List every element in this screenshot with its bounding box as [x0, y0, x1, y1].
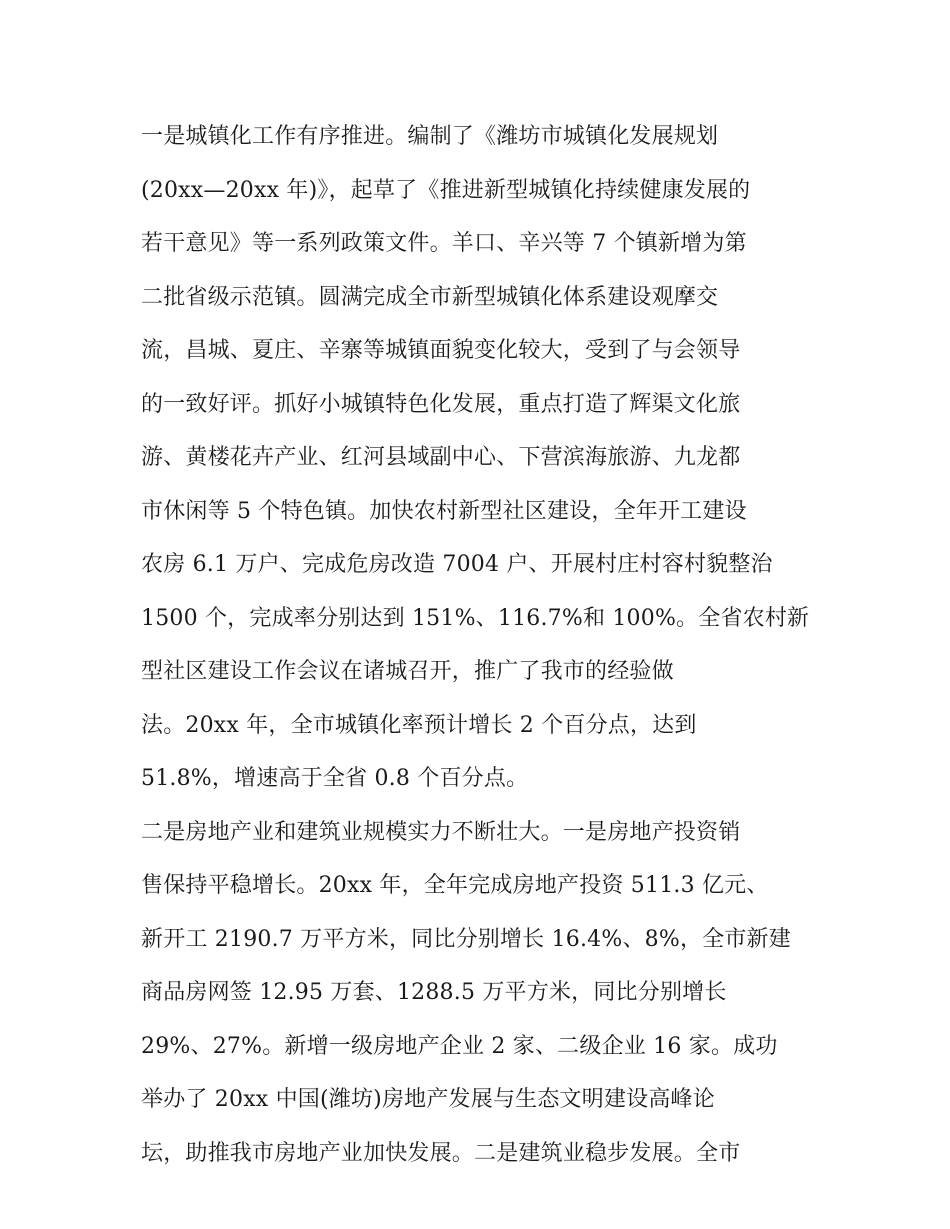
text-line: 流，昌城、夏庄、辛寨等城镇面貌变化较大，受到了与会领导: [141, 338, 741, 363]
text-line: 法。20xx 年，全市城镇化率预计增长 2 个百分点，达到: [141, 712, 697, 738]
text-line: 坛，助推我市房地产业加快发展。二是建筑业稳步发展。全市: [141, 1140, 741, 1166]
text-line: 二是房地产业和建筑业规模实力不断壮大。一是房地产投资销: [141, 819, 741, 845]
text-line: 商品房网签 12.95 万套、1288.5 万平方米，同比分别增长: [141, 980, 727, 1005]
text-line: 若干意见》等一系列政策文件。羊口、辛兴等 7 个镇新增为第: [141, 231, 747, 256]
text-line: 51.8%，增速高于全省 0.8 个百分点。: [141, 766, 529, 791]
text-line: 二批省级示范镇。圆满完成全市新型城镇化体系建设观摩交: [141, 284, 719, 310]
text-line: 游、黄楼花卉产业、红河县域副中心、下营滨海旅游、九龙都: [141, 445, 741, 470]
text-line: 的一致好评。抓好小城镇特色化发展，重点打造了辉渠文化旅: [141, 391, 741, 417]
text-line: (20xx—20xx 年)》，起草了《推进新型城镇化持续健康发展的: [141, 177, 751, 203]
text-line: 1500 个，完成率分别达到 151%、116.7%和 100%。全省农村新: [141, 605, 810, 631]
text-line: 型社区建设工作会议在诸城召开，推广了我市的经验做: [141, 659, 674, 684]
text-line: 新开工 2190.7 万平方米，同比分别增长 16.4%、8%，全市新建: [141, 926, 791, 952]
text-line: 一是城镇化工作有序推进。编制了《潍坊市城镇化发展规划: [141, 124, 719, 149]
text-line: 售保持平稳增长。20xx 年，全年完成房地产投资 511.3 亿元、: [141, 873, 769, 898]
text-line: 29%、27%。新增一级房地产企业 2 家、二级企业 16 家。成功: [141, 1033, 778, 1059]
text-line: 农房 6.1 万户、完成危房改造 7004 户、开展村庄村容村貌整治: [141, 552, 773, 577]
text-line: 举办了 20xx 中国(潍坊)房地产发展与生态文明建设高峰论: [141, 1087, 715, 1112]
body-text: [141, 110, 821, 1180]
text-line: 市休闲等 5 个特色镇。加快农村新型社区建设，全年开工建设: [141, 498, 747, 524]
